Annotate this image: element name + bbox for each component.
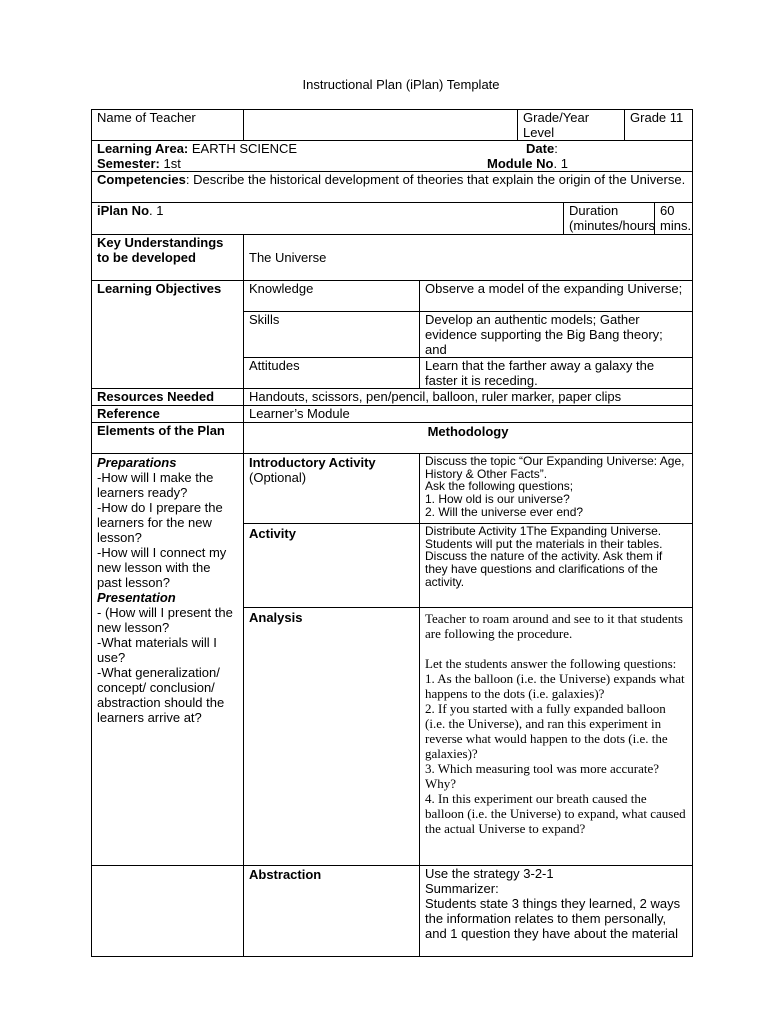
iplan-no: iPlan No. 1 [92, 203, 564, 235]
iplan-table [91, 109, 693, 957]
grade-year-value: Grade 11 [625, 110, 693, 141]
analysis-question: 4. In this experiment our breath caused the balloon (i.e. the Universe) to expand, what caused the actual Universe to expand? [425, 791, 686, 836]
objective-knowledge-row [92, 281, 693, 312]
preparations-question: -How do I prepare the learners for the new lesson? [97, 500, 223, 545]
abstraction-row [92, 866, 693, 957]
duration-label: Duration (minutes/hours [564, 203, 655, 235]
objective-text: Learn that the farther away a galaxy the faster it is receding. [420, 358, 693, 389]
abstraction-label: Abstraction [244, 866, 420, 957]
presentation-question: -What generalization/ concept/ conclusion/ abstraction should the learners arrive at? [97, 665, 225, 725]
introductory-sublabel: (Optional) [249, 470, 307, 485]
analysis-question: 1. As the balloon (i.e. the Universe) expands what happens to the dots (i.e. galaxies)? [425, 671, 685, 701]
objective-text: Observe a model of the expanding Universe; [420, 281, 693, 312]
abstraction-content [420, 866, 693, 957]
teacher-row [92, 110, 693, 141]
elements-row [92, 423, 693, 454]
learning-area-row [92, 141, 693, 172]
introductory-text: Discuss the topic “Our Expanding Universe: Age, History & Other Facts”. [425, 454, 685, 481]
preparation-presentation-cell [92, 454, 244, 866]
activity-text: Distribute Activity 1The Expanding Universe. Students will put the materials in their tables. Discuss the nature of the activity. Ask them if they have questions and clarifications of the activity. [420, 524, 693, 608]
iplan-row [92, 203, 693, 235]
introductory-text: 1. How old is our universe? [425, 492, 570, 507]
abstraction-text: Students state 3 things they learned, 2 ways the information relates to them personally, and 1 question they have about the material [425, 896, 681, 941]
activity-label: Activity [244, 524, 420, 608]
analysis-content [420, 608, 693, 866]
objective-type: Knowledge [244, 281, 420, 312]
document-title: Instructional Plan (iPlan) Template [302, 77, 500, 92]
preparations-heading: Preparations [97, 455, 177, 470]
introductory-label-cell [244, 454, 420, 524]
name-of-teacher-value [244, 110, 518, 141]
introductory-label: Introductory Activity [249, 455, 376, 470]
grade-year-label: Grade/Year Level [518, 110, 625, 141]
analysis-paragraph: Let the students answer the following questions: [425, 656, 677, 671]
elements-label: Elements of the Plan [92, 423, 244, 454]
abstraction-text: Summarizer: [425, 881, 499, 896]
duration-value: 60 mins. [655, 203, 693, 235]
resources-label: Resources Needed [92, 389, 244, 406]
objective-type: Attitudes [244, 358, 420, 389]
preparations-question: -How will I make the learners ready? [97, 470, 214, 500]
analysis-paragraph: Teacher to roam around and see to it that students are following the procedure. [425, 611, 683, 641]
presentation-question: -What materials will I use? [97, 635, 217, 665]
introductory-row [92, 454, 693, 524]
module-no: Module No. 1 [487, 156, 568, 171]
key-understandings-label: Key Understandings to be developed [92, 235, 244, 281]
competencies-row [92, 172, 693, 203]
analysis-question: 3. Which measuring tool was more accurate? Why? [425, 761, 660, 791]
date-field: Date: [526, 141, 558, 156]
resources-row [92, 389, 693, 406]
learning-area: Learning Area: EARTH SCIENCE [97, 141, 298, 156]
analysis-question: 2. If you started with a fully expanded balloon (i.e. the Universe), and ran this experiment in reverse what would happen to the dots (i.e. the galaxies)? [425, 701, 668, 761]
reference-value: Learner’s Module [244, 406, 693, 423]
reference-label: Reference [92, 406, 244, 423]
competencies: Competencies: Describe the historical development of theories that explain the origin of the Universe. [92, 172, 693, 203]
methodology-label: Methodology [244, 423, 693, 454]
key-understandings-row [92, 235, 693, 281]
objective-type: Skills [244, 312, 420, 358]
analysis-label: Analysis [244, 608, 420, 866]
name-of-teacher-label: Name of Teacher [92, 110, 244, 141]
abstraction-text: Use the strategy 3-2-1 [425, 866, 554, 881]
empty-cell [92, 866, 244, 957]
preparations-question: -How will I connect my new lesson with the past lesson? [97, 545, 227, 590]
resources-value: Handouts, scissors, pen/pencil, balloon, ruler marker, paper clips [244, 389, 693, 406]
objective-text: Develop an authentic models; Gather evidence supporting the Big Bang theory; and [420, 312, 693, 358]
presentation-heading: Presentation [97, 590, 176, 605]
introductory-content [420, 454, 693, 524]
presentation-question: - (How will I present the new lesson? [97, 605, 233, 635]
semester: Semester: 1st [97, 156, 181, 171]
introductory-text: Ask the following questions; [425, 479, 574, 494]
learning-objectives-label: Learning Objectives [92, 281, 244, 389]
reference-row [92, 406, 693, 423]
introductory-text: 2. Will the universe ever end? [425, 504, 584, 519]
key-understandings-value: The Universe [244, 235, 693, 281]
